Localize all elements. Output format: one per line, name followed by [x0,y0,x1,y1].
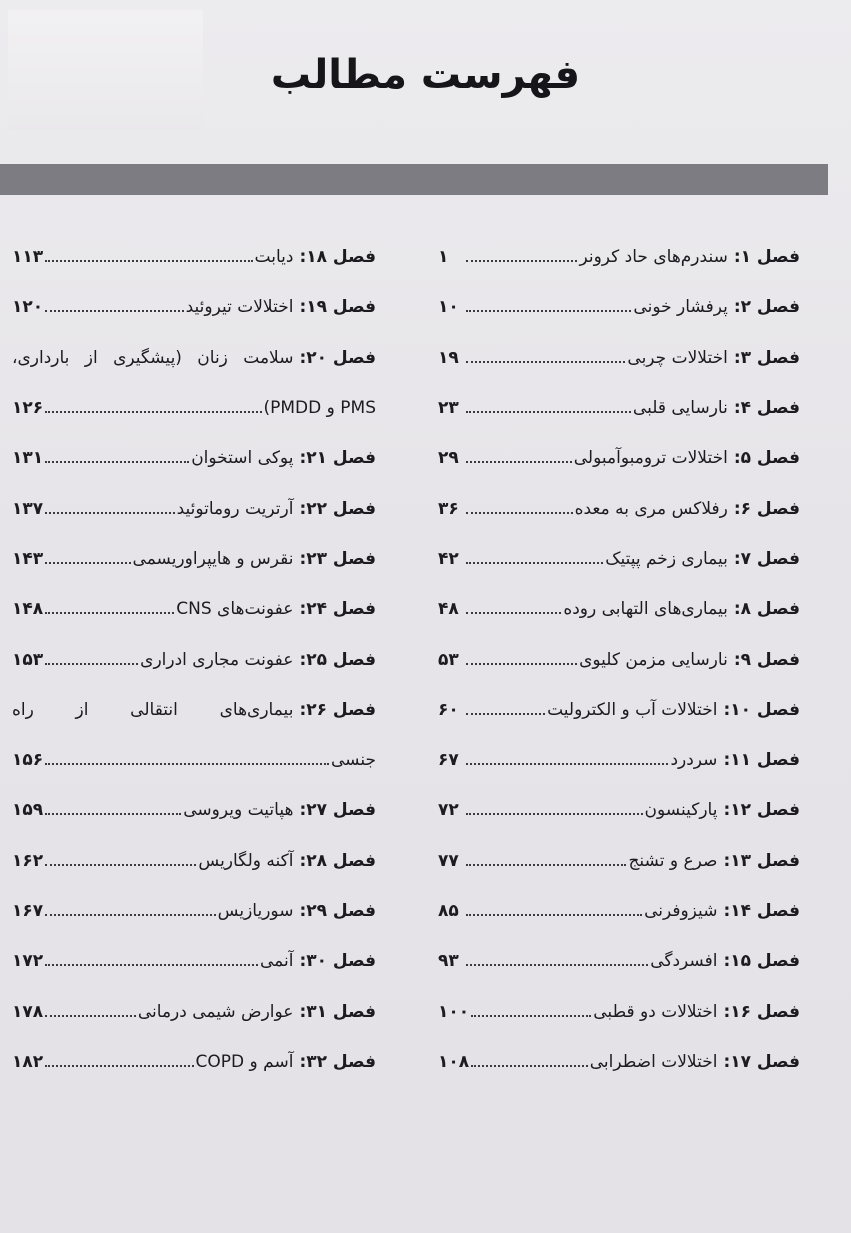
chapter-title: اختلالات اضطرابی [589,1051,718,1072]
toc-entry [12,1037,376,1087]
toc-entry [438,836,800,886]
dot-leader [466,813,643,815]
page-number: ۱۹ [438,347,459,368]
chapter-number: فصل ۳: [733,347,800,368]
toc-entry [438,886,800,936]
toc-entry [438,735,800,785]
chapter-number: فصل ۱۹: [299,297,376,318]
toc-entry [12,282,376,332]
chapter-number: فصل ۲۶: [299,699,376,720]
dot-leader [45,663,138,665]
chapter-number: فصل ۲۵: [299,649,376,670]
page-number: ۴۲ [438,548,459,569]
page-number: ۵۳ [438,649,459,670]
chapter-number: فصل ۲۰: [299,347,376,368]
chapter-title: پوکی استخوان [191,448,294,469]
toc-entry [12,785,376,835]
chapter-title: نارسایی قلبی [632,398,728,419]
toc-entry [438,936,800,986]
page-number: ۱۰۰ [438,1001,470,1022]
chapter-title: هپاتیت ویروسی [183,800,294,821]
page-number: ۶۷ [438,750,459,771]
toc-entry [438,232,800,282]
page-number: ۱۷۲ [12,951,44,972]
chapter-number: فصل ۱۸: [299,247,376,268]
dot-leader [466,663,577,665]
toc-entry [438,986,800,1036]
chapter-number: فصل ۷: [733,548,800,569]
page-number: ۸۵ [438,901,459,921]
chapter-number: فصل ۱: [733,247,800,268]
chapter-title: دیابت [254,247,294,268]
dot-leader [466,914,642,916]
page-number: ۶۰ [438,699,459,720]
page-title: فهرست مطالب [270,52,581,98]
page-number: ۱۵۶ [12,750,44,771]
page-number: ۱۶۲ [12,850,44,871]
chapter-title: سندرم‌های حاد کرونر [579,247,728,268]
chapter-title: پارکینسون [644,800,718,821]
toc-entry [438,433,800,483]
dot-leader [466,713,545,715]
chapter-title: اختلالات ترومبوآمبولی [573,448,728,469]
chapter-title: آنمی [259,951,294,972]
toc-entry [438,483,800,533]
chapter-number: فصل ۲۲: [299,498,376,519]
page-number: ۱۵۹ [12,800,44,821]
dot-leader [45,411,261,413]
chapter-title: اختلالات چربی [627,347,728,368]
dot-leader [471,1065,588,1067]
page-number: ۱۴۸ [12,599,44,620]
toc-entry [438,383,800,433]
toc-entry [12,634,376,684]
page-number: ۷۲ [438,800,459,821]
chapter-number: فصل ۱۳: [723,850,800,871]
chapter-title: نارسایی مزمن کلیوی [579,649,728,670]
chapter-number: فصل ۱۶: [723,1001,800,1022]
toc-entry [12,936,376,986]
dot-leader [45,461,189,463]
page-number: ۱۳۱ [12,448,44,469]
dot-leader [45,864,196,866]
chapter-title: سلامت زنان (پیشگیری از بارداری، [12,347,294,368]
page-number: ۱۸۲ [12,1051,44,1072]
chapter-title: جنسی [331,750,376,771]
chapter-title: سردرد [670,750,718,771]
dot-leader [45,512,174,514]
toc-entry [438,685,800,735]
dot-leader [466,763,668,765]
page-number: ۱۱۳ [12,247,44,268]
chapter-title: بیماری زخم پپتیک [605,548,728,569]
chapter-number: فصل ۵: [733,448,800,469]
chapter-number: فصل ۲۷: [299,800,376,821]
toc-entry [12,232,376,282]
page-number: ۱ [438,247,449,268]
toc-entry [438,282,800,332]
chapter-number: فصل ۲: [733,297,800,318]
chapter-number: فصل ۴: [733,398,800,419]
dot-leader [45,612,174,614]
page-number: ۱۰۸ [438,1051,470,1072]
dot-leader [45,562,130,564]
chapter-title: عفونت مجاری ادراری [140,649,294,670]
chapter-title: نقرس و هایپراوریسمی [132,548,294,569]
header-band [0,164,828,195]
chapter-title: پرفشار خونی [633,297,728,318]
page-number: ۴۸ [438,599,459,620]
page-number: ۱۴۳ [12,548,44,569]
toc-entry [438,1037,800,1087]
page-number: ۱۰ [438,297,459,318]
chapter-number: فصل ۱۵: [723,951,800,972]
chapter-title: عوارض شیمی درمانی [137,1001,294,1022]
toc-entry [12,483,376,533]
toc-entry [438,333,800,383]
page-number: ۱۲۶ [12,398,44,419]
chapter-title: صرع و تشنج [628,850,718,871]
page-number: ۲۹ [438,448,459,469]
chapter-title: عفونت‌های CNS [176,599,294,620]
chapter-number: فصل ۲۱: [299,448,376,469]
dot-leader [45,1015,136,1017]
chapter-title: بیماری‌های التهابی روده [563,599,728,620]
dot-leader [466,512,573,514]
page-number: ۱۵۳ [12,649,44,670]
toc-entry [12,433,376,483]
chapter-title: شیزوفرنی [644,901,718,921]
chapter-number: فصل ۱۱: [723,750,800,771]
chapter-title: آسم و COPD [195,1051,294,1072]
chapter-number: فصل ۱۰: [723,699,800,720]
dot-leader [45,914,216,916]
chapter-number: فصل ۶: [733,498,800,519]
dot-leader [466,964,648,966]
dot-leader [45,813,181,815]
toc-right-column [438,232,800,1087]
toc-entry [12,584,376,634]
page-number: ۱۳۷ [12,498,44,519]
dot-leader [45,964,258,966]
page-number: ۱۲۰ [12,297,44,318]
chapter-number: فصل ۳۰: [299,951,376,972]
chapter-number: فصل ۳۲: [299,1051,376,1072]
toc-entry [438,785,800,835]
toc-entry [12,534,376,584]
chapter-title: اختلالات دو قطبی [593,1001,718,1022]
chapter-title: آکنه ولگاریس [198,850,294,871]
chapter-title: افسردگی [650,951,718,972]
toc-entry [438,634,800,684]
dot-leader [45,763,329,765]
page-number: ۱۷۸ [12,1001,44,1022]
chapter-title: بیماری‌های انتقالی از راه [12,699,294,720]
chapter-number: فصل ۹: [733,649,800,670]
dot-leader [466,461,572,463]
chapter-number: فصل ۳۱: [299,1001,376,1022]
chapter-number: فصل ۱۷: [723,1051,800,1072]
page-number: ۳۶ [438,498,459,519]
chapter-number: فصل ۲۹: [299,901,376,921]
dot-leader [45,310,183,312]
page-number: ۷۷ [438,850,459,871]
dot-leader [466,361,625,363]
toc-left-column [12,232,376,1087]
dot-leader [466,310,631,312]
chapter-title: آرتریت روماتوئید [176,498,294,519]
chapter-number: فصل ۲۸: [299,850,376,871]
toc-entry [12,383,376,433]
dot-leader [466,864,626,866]
dot-leader [45,260,252,262]
toc-entry [12,836,376,886]
chapter-title: اختلالات آب و الکترولیت [547,699,718,720]
toc-entry [12,986,376,1036]
dot-leader [466,612,561,614]
chapter-number: فصل ۱۴: [723,901,800,921]
chapter-title: سوریازیس [217,901,294,921]
chapter-title: PMS و PMDD) [263,398,376,419]
dot-leader [45,1065,193,1067]
page-number: ۹۳ [438,951,459,972]
chapter-title: رفلاکس مری به معده [574,498,728,519]
toc-entry [12,333,376,383]
chapter-title: اختلالات تیروئید [185,297,294,318]
dot-leader [471,1015,591,1017]
dot-leader [466,260,577,262]
toc-entry [438,584,800,634]
toc-entry [438,534,800,584]
chapter-number: فصل ۱۲: [723,800,800,821]
toc-entry [12,685,376,735]
toc-entry [12,735,376,785]
page-number: ۱۶۷ [12,901,44,921]
dot-leader [466,411,631,413]
chapter-number: فصل ۸: [733,599,800,620]
toc-entry [12,886,376,936]
chapter-number: فصل ۲۳: [299,548,376,569]
chapter-number: فصل ۲۴: [299,599,376,620]
page-number: ۲۳ [438,398,459,419]
dot-leader [466,562,603,564]
